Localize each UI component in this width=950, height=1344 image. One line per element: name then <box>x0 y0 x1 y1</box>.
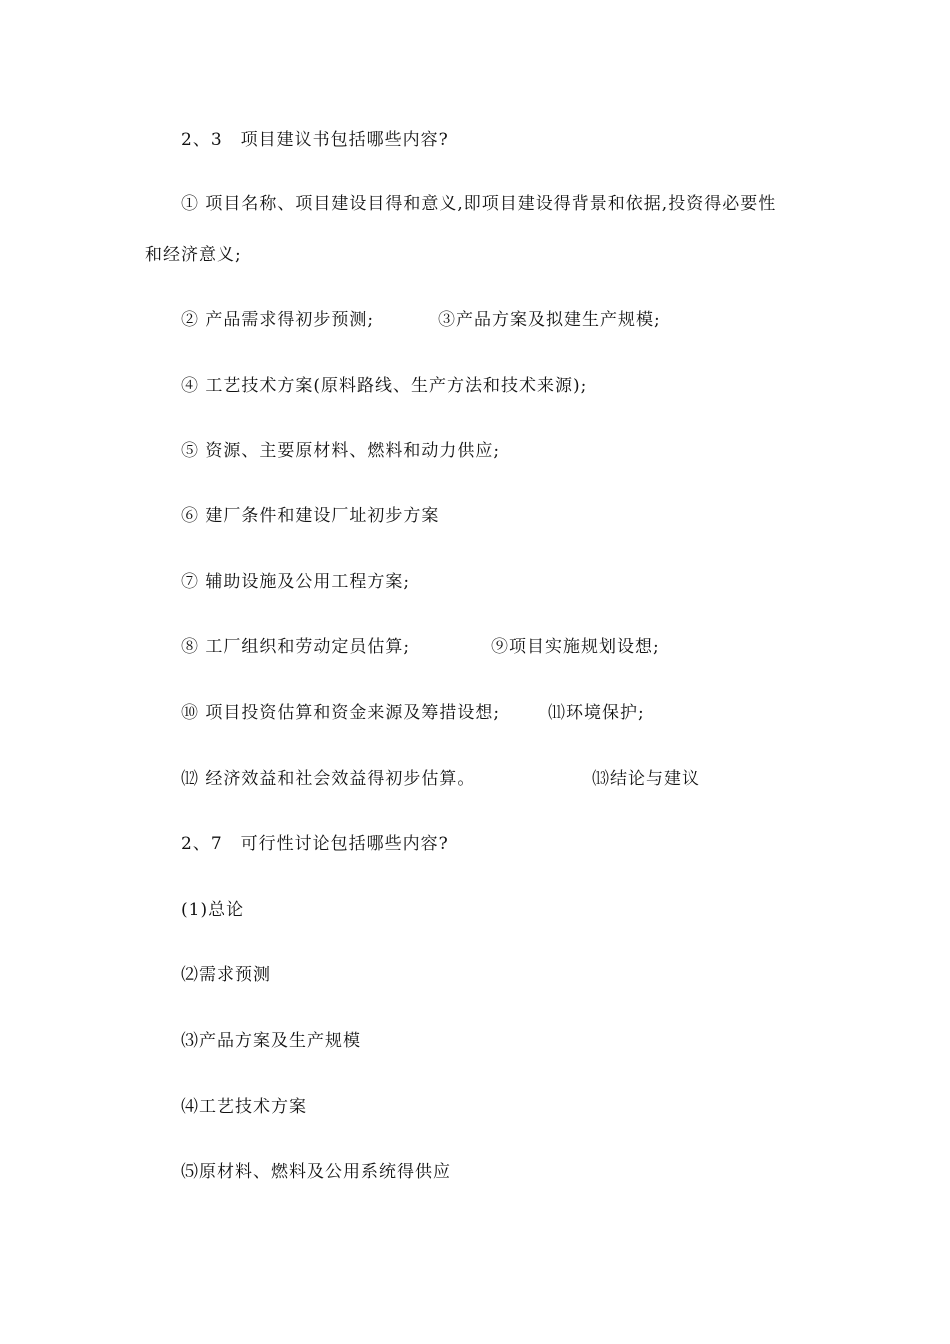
list-item: ⑶产品方案及生产规模 <box>181 1031 361 1051</box>
item-10: ⑩ 项目投资估算和资金来源及筹措设想; <box>181 703 501 723</box>
item-3: ③产品方案及拟建生产规模; <box>438 310 661 330</box>
item-2: ② 产品需求得初步预测; <box>181 310 375 330</box>
item-1-line-1: ① 项目名称、项目建设目得和意义,即项目建设得背景和依据,投资得必要性 <box>181 194 777 214</box>
list-item: ⑵需求预测 <box>181 965 271 985</box>
item-8: ⑧ 工厂组织和劳动定员估算; <box>181 637 411 657</box>
item-7: ⑦ 辅助设施及公用工程方案; <box>181 572 411 592</box>
item-12: ⑿ 经济效益和社会效益得初步估算。 <box>181 769 476 789</box>
item-13: ⒀结论与建议 <box>592 769 700 789</box>
item-6: ⑥ 建厂条件和建设厂址初步方案 <box>181 506 440 526</box>
heading-2-3: 2、3 项目建议书包括哪些内容? <box>181 130 449 150</box>
list-item: (1)总论 <box>181 900 245 920</box>
list-item: ⑸原材料、燃料及公用系统得供应 <box>181 1162 451 1182</box>
item-11: ⑾环境保护; <box>548 703 645 723</box>
list-item: ⑷工艺技术方案 <box>181 1097 307 1117</box>
item-1-line-2: 和经济意义; <box>145 245 242 265</box>
item-5: ⑤ 资源、主要原材料、燃料和动力供应; <box>181 441 501 461</box>
heading-2-7: 2、7 可行性讨论包括哪些内容? <box>181 834 449 854</box>
item-4: ④ 工艺技术方案(原料路线、生产方法和技术来源); <box>181 376 588 396</box>
item-9: ⑨项目实施规划设想; <box>491 637 660 657</box>
